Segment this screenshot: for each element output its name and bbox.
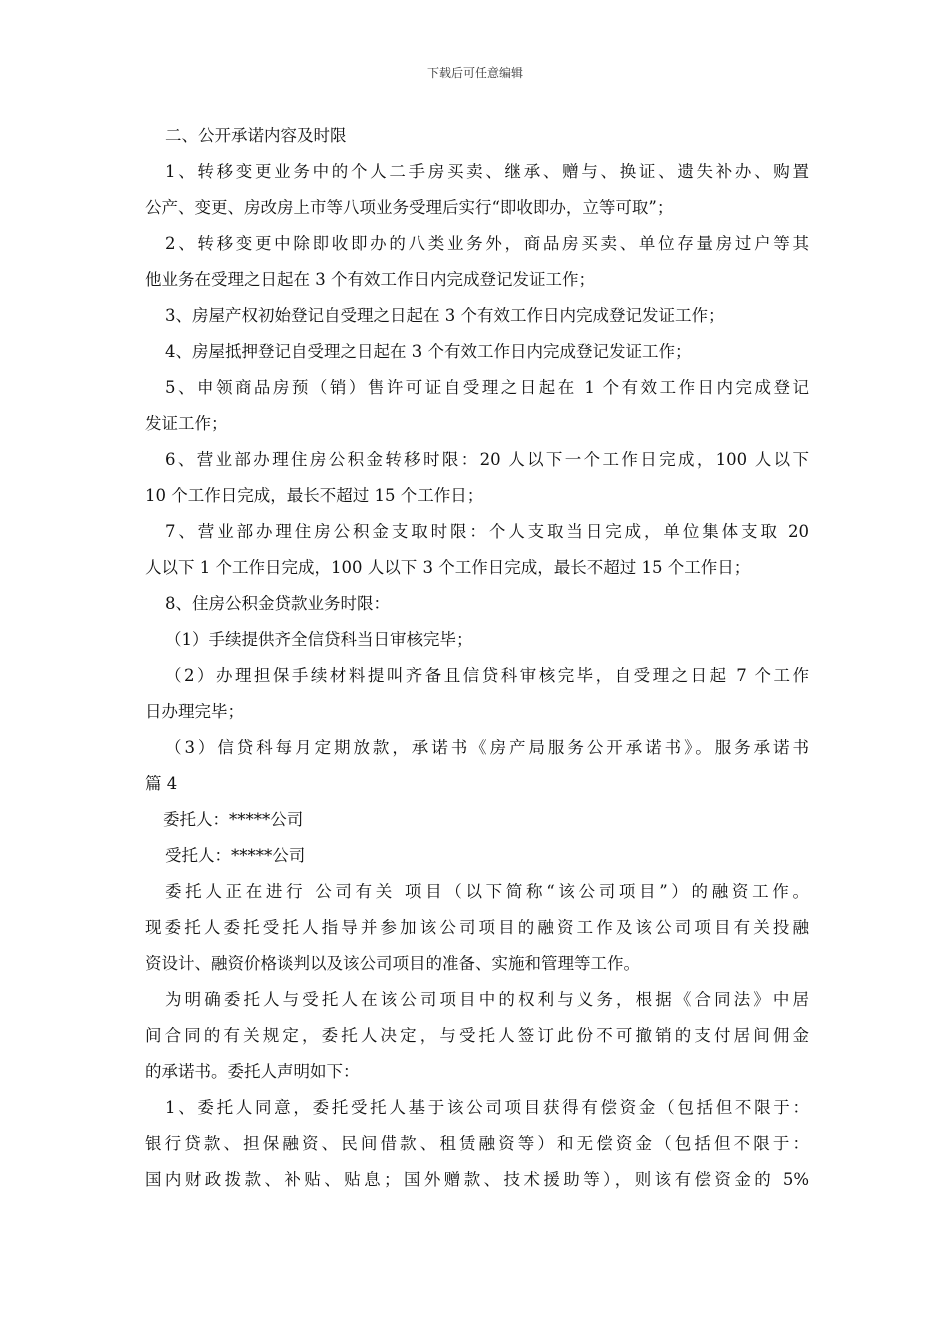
text-line: 的承诺书。委托人声明如下： xyxy=(145,1062,360,1081)
text-line: 10 个工作日完成，最长不超过 15 个工作日； xyxy=(145,486,484,505)
text-line: 资设计、融资价格谈判以及该公司项目的准备、实施和管理等工作。 xyxy=(145,954,640,973)
text-line: （2）办理担保手续材料提叫齐备且信贷科审核完毕，自受理之日起 7 个工作 xyxy=(165,666,809,685)
text-line: 委托人正在进行 公司有关 项目（以下简称“该公司项目”）的融资工作。 xyxy=(165,882,809,901)
text-line: 他业务在受理之日起在 3 个有效工作日内完成登记发证工作； xyxy=(145,270,595,289)
text-line: 公产、变更、房改房上市等八项业务受理后实行“即收即办，立等可取”； xyxy=(145,198,674,217)
text-line: 为明确委托人与受托人在该公司项目中的权利与义务，根据《合同法》中居 xyxy=(165,990,809,1009)
text-line: 银行贷款、担保融资、民间借款、租赁融资等）和无偿资金（包括但不限于： xyxy=(145,1134,809,1153)
text-line: 8、住房公积金贷款业务时限： xyxy=(165,594,390,613)
text-line: 国内财政拨款、补贴、贴息；国外赠款、技术援助等），则该有偿资金的 5% xyxy=(145,1170,809,1189)
text-line: 日办理完毕； xyxy=(145,702,244,721)
text-line: 1、转移变更业务中的个人二手房买卖、继承、赠与、换证、遗失补办、购置 xyxy=(165,162,809,181)
text-line: 5、申领商品房预（销）售许可证自受理之日起在 1 个有效工作日内完成登记 xyxy=(165,378,809,397)
text-line: 间合同的有关规定，委托人决定，与受托人签订此份不可撤销的支付居间佣金 xyxy=(145,1026,809,1045)
text-line: 3、房屋产权初始登记自受理之日起在 3 个有效工作日内完成登记发证工作； xyxy=(165,306,725,325)
document-body xyxy=(145,118,809,1198)
text-line: （3）信贷科每月定期放款，承诺书《房产局服务公开承诺书》。服务承诺书 xyxy=(165,738,809,757)
text-line: 受托人：*****公司 xyxy=(165,846,306,865)
text-line: 人以下 1 个工作日完成，100 人以下 3 个工作日完成，最长不超过 15 个工作日； xyxy=(145,558,751,577)
text-line: 6、营业部办理住房公积金转移时限：20 人以下一个工作日完成，100 人以下 xyxy=(165,450,809,469)
text-line: 委托人：*****公司 xyxy=(163,810,304,829)
text-line: 7、营业部办理住房公积金支取时限：个人支取当日完成，单位集体支取 20 xyxy=(165,522,809,541)
text-line: 2、转移变更中除即收即办的八类业务外，商品房买卖、单位存量房过户等其 xyxy=(165,234,809,253)
text-line: 二、公开承诺内容及时限 xyxy=(165,126,347,145)
text-line: 篇 4 xyxy=(145,774,178,793)
page-header: 下载后可任意编辑 xyxy=(426,66,523,80)
text-line: 1、委托人同意，委托受托人基于该公司项目获得有偿资金（包括但不限于： xyxy=(165,1098,809,1117)
text-line: 4、房屋抵押登记自受理之日起在 3 个有效工作日内完成登记发证工作； xyxy=(165,342,692,361)
text-line: （1）手续提供齐全信贷科当日审核完毕； xyxy=(165,630,473,649)
text-line: 现委托人委托受托人指导并参加该公司项目的融资工作及该公司项目有关投融 xyxy=(145,918,809,937)
text-line: 发证工作； xyxy=(145,414,228,433)
